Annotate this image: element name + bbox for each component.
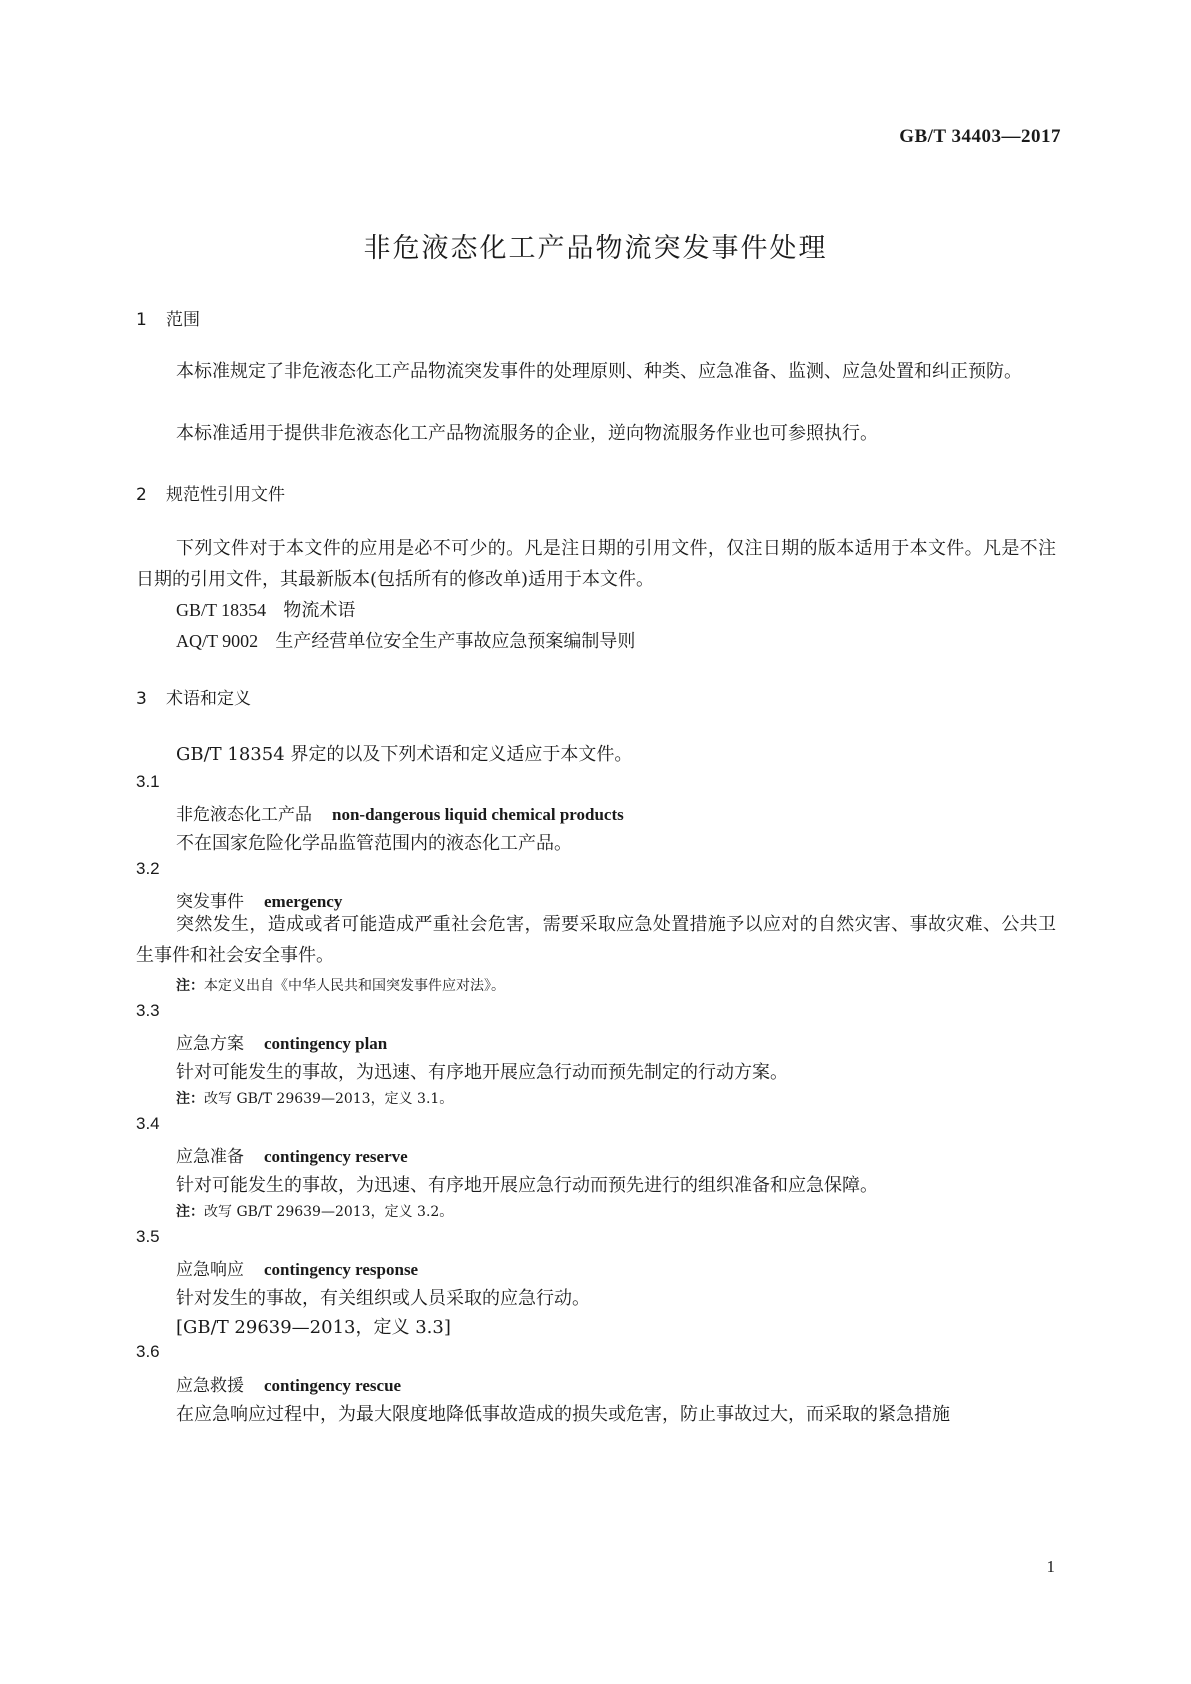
term-definition: 针对发生的事故，有关组织或人员采取的应急行动。 <box>176 1288 590 1309</box>
note-text: 本定义出自《中华人民共和国突发事件应对法》。 <box>204 978 505 994</box>
reference-item <box>176 627 635 653</box>
term-number: 3.6 <box>136 1342 160 1361</box>
term-number: 3.2 <box>136 859 160 878</box>
term-heading <box>176 1142 408 1167</box>
section-title: 范围 <box>166 310 200 330</box>
term-note <box>176 1088 453 1108</box>
section-number: 3 <box>136 689 147 709</box>
term-source: [GB/T 29639—2013，定义 3.3] <box>176 1317 451 1338</box>
term-zh: 应急响应 <box>176 1260 244 1280</box>
section-number: 2 <box>136 485 147 505</box>
term-definition: 突然发生，造成或者可能造成严重社会危害，需要采取应急处置措施予以应对的自然灾害、事故灾难、公共卫生事件和社会安全事件。 <box>136 914 1056 966</box>
note-label: 注： <box>176 1091 204 1107</box>
term-heading <box>176 800 624 825</box>
section-2-paragraph-1: 下列文件对于本文件的应用是必不可少的。凡是注日期的引用文件，仅注日期的版本适用于本文件。凡是不注日期的引用文件，其最新版本(包括所有的修改单)适用于本文件。 <box>136 538 1056 590</box>
term-definition: 不在国家危险化学品监管范围内的液态化工产品。 <box>176 833 572 854</box>
term-definition: 针对可能发生的事故，为迅速、有序地开展应急行动而预先进行的组织准备和应急保障。 <box>176 1175 878 1196</box>
term-en: contingency reserve <box>264 1147 408 1166</box>
term-heading <box>176 1029 387 1054</box>
section-number: 1 <box>136 310 147 330</box>
term-en: non-dangerous liquid chemical products <box>332 805 624 824</box>
term-en: contingency plan <box>264 1034 388 1053</box>
reference-item <box>176 596 355 622</box>
note-text: 改写 GB/T 29639—2013，定义 3.2。 <box>204 1204 454 1220</box>
section-3-heading <box>136 684 251 709</box>
section-2-heading <box>136 480 285 505</box>
document-title: 非危液态化工产品物流突发事件处理 <box>363 233 828 264</box>
reference-code: AQ/T 9002 <box>176 631 259 651</box>
term-note <box>176 1201 453 1221</box>
term-heading <box>176 1371 401 1396</box>
page-number: 1 <box>1046 1557 1055 1576</box>
standard-code: GB/T 34403—2017 <box>899 126 1061 147</box>
section-1-heading <box>136 305 200 330</box>
section-title: 术语和定义 <box>166 689 251 709</box>
section-1-paragraph-2: 本标准适用于提供非危液态化工产品物流服务的企业，逆向物流服务作业也可参照执行。 <box>176 423 878 444</box>
note-label: 注： <box>176 1204 204 1220</box>
term-definition: 针对可能发生的事故，为迅速、有序地开展应急行动而预先制定的行动方案。 <box>176 1062 788 1083</box>
term-definition: 在应急响应过程中，为最大限度地降低事故造成的损失或危害，防止事故过大，而采取的紧急措施 <box>176 1404 950 1425</box>
term-zh: 应急准备 <box>176 1147 244 1167</box>
section-1-paragraph-1: 本标准规定了非危液态化工产品物流突发事件的处理原则、种类、应急准备、监测、应急处置和纠正预防。 <box>176 361 1022 382</box>
term-number: 3.4 <box>136 1114 160 1133</box>
term-en: contingency response <box>264 1260 419 1279</box>
reference-name: 物流术语 <box>283 600 356 621</box>
reference-code: GB/T 18354 <box>176 600 267 620</box>
note-text: 改写 GB/T 29639—2013，定义 3.1。 <box>204 1091 454 1107</box>
term-heading <box>176 1255 418 1280</box>
note-label: 注： <box>176 978 204 994</box>
term-en: contingency rescue <box>264 1376 402 1395</box>
term-zh: 突发事件 <box>176 892 244 912</box>
term-number: 3.5 <box>136 1227 160 1246</box>
term-zh: 应急方案 <box>176 1034 244 1054</box>
term-note <box>176 975 505 995</box>
term-number: 3.1 <box>136 772 160 791</box>
section-3-intro: GB/T 18354 界定的以及下列术语和定义适应于本文件。 <box>176 744 633 765</box>
reference-name: 生产经营单位安全生产事故应急预案编制导则 <box>275 631 636 652</box>
term-number: 3.3 <box>136 1001 160 1020</box>
term-en: emergency <box>264 892 343 911</box>
term-zh: 非危液态化工产品 <box>176 805 312 825</box>
term-zh: 应急救援 <box>176 1376 244 1396</box>
section-title: 规范性引用文件 <box>166 485 285 505</box>
